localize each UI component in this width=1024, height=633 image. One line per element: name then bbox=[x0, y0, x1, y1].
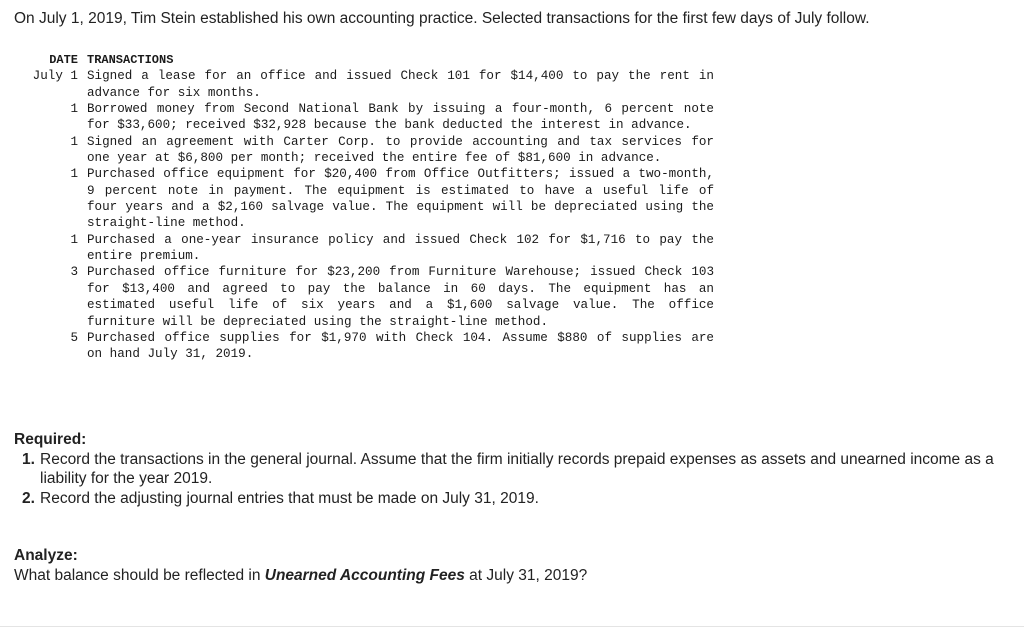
transaction-text: Purchased office furniture for $23,200 from Furniture Warehouse; issued Check 103 for $13,400 and agreed to pay the balance in 60 days. The equipment has an estimated useful life of six years and a $1,600 salvage value. The office furniture will be depreciated using the straight-line method. bbox=[87, 265, 714, 329]
analyze-question bbox=[14, 566, 1014, 586]
transaction-date: 3 bbox=[70, 265, 78, 280]
transaction-date: 1 bbox=[70, 167, 78, 182]
transaction-text: Purchased office supplies for $1,970 with Check 104. Assume $880 of supplies are on hand July 31, 2019. bbox=[87, 330, 714, 362]
analyze-heading: Analyze: bbox=[14, 547, 78, 564]
transaction-date: July 1 bbox=[32, 69, 78, 84]
table-row bbox=[14, 330, 714, 363]
transactions-table bbox=[14, 52, 714, 363]
item-text: Record the adjusting journal entries that must be made on July 31, 2019. bbox=[40, 489, 539, 507]
list-item bbox=[14, 450, 1014, 489]
table-row bbox=[14, 101, 714, 134]
transactions-column-header: TRANSACTIONS bbox=[87, 53, 174, 67]
intro-paragraph: On July 1, 2019, Tim Stein established his own accounting practice. Selected transactions for the first few days of July follow. bbox=[14, 10, 870, 27]
analyze-section bbox=[14, 546, 1014, 585]
transaction-text: Purchased a one-year insurance policy and issued Check 102 for $1,716 to pay the entire premium. bbox=[87, 232, 714, 264]
transaction-text: Signed a lease for an office and issued Check 101 for $14,400 to pay the rent in advance for six months. bbox=[87, 69, 714, 100]
required-list bbox=[14, 450, 1014, 509]
required-section bbox=[14, 430, 1014, 508]
transaction-date: 5 bbox=[70, 330, 78, 345]
table-header-row bbox=[14, 52, 714, 68]
question-prefix: What balance should be reflected in bbox=[14, 566, 265, 584]
transaction-date: 1 bbox=[70, 102, 78, 117]
table-row bbox=[14, 134, 714, 167]
transaction-date: 1 bbox=[70, 134, 78, 149]
date-column-header: DATE bbox=[49, 53, 78, 67]
transaction-date: 1 bbox=[70, 232, 78, 247]
table-row bbox=[14, 264, 714, 329]
item-number: 2. bbox=[22, 489, 35, 507]
list-item bbox=[14, 489, 1014, 509]
question-suffix: at July 31, 2019? bbox=[464, 566, 588, 584]
table-row bbox=[14, 166, 714, 231]
question-emphasis: Unearned Accounting Fees bbox=[264, 566, 465, 584]
table-row bbox=[14, 232, 714, 265]
divider bbox=[0, 626, 1024, 627]
table-row bbox=[14, 68, 714, 101]
item-text: Record the transactions in the general journal. Assume that the firm initially records prepaid expenses as assets and unearned income as a liability for the year 2019. bbox=[40, 450, 994, 487]
item-number: 1. bbox=[22, 450, 35, 468]
transaction-text: Borrowed money from Second National Bank by issuing a four-month, 6 percent note for $33,600; received $32,928 because the bank deducted the interest in advance. bbox=[87, 102, 714, 133]
required-heading: Required: bbox=[14, 431, 87, 448]
transaction-text: Signed an agreement with Carter Corp. to provide accounting and tax services for one year at $6,800 per month; received the entire fee of $81,600 in advance. bbox=[87, 134, 714, 166]
transaction-text: Purchased office equipment for $20,400 from Office Outfitters; issued a two-month, 9 percent note in payment. The equipment is estimated to have a useful life of four years and a $2,160 salvage value. The equipment will be depreciated using the straight-line method. bbox=[87, 167, 714, 231]
